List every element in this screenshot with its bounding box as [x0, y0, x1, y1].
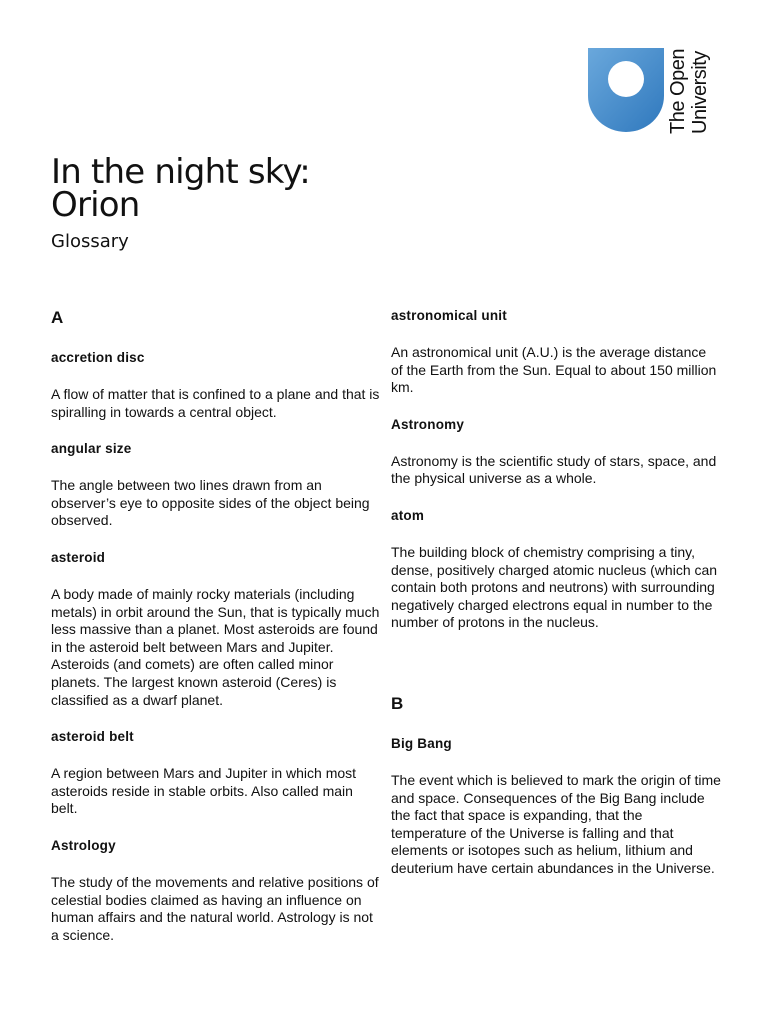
logo-text-line2: University: [689, 51, 711, 134]
definition-astronomical-unit: An astronomical unit (A.U.) is the average distance of the Earth from the Sun. Equal to about 150 million km.: [391, 344, 717, 396]
definition-asteroid: A body made of mainly rocky materials (including metals) in orbit around the Sun, that is typically much less massive than a planet. Most asteroids are found in the asteroid belt between Mars and Jupiter. Asteroids (and comets) are often called minor planets. The largest known asteroid (Ceres) is classified as a dwarf planet.: [51, 585, 380, 708]
definition-accretion-disc: A flow of matter that is confined to a plane and that is spiralling in towards a central object.: [51, 386, 380, 420]
definition-angular-size: The angle between two lines drawn from an observer’s eye to opposite sides of the object being observed.: [51, 477, 370, 529]
logo-text-line1: The Open: [667, 49, 689, 134]
definition-asteroid-belt: A region between Mars and Jupiter in which most asteroids reside in stable orbits. Also called main belt.: [51, 765, 357, 817]
open-university-logo: [586, 44, 726, 136]
definition-astrology: The study of the movements and relative positions of celestial bodies claimed as having an influence on human affairs and the natural world. Astrology is not a science.: [51, 873, 379, 943]
definition-astronomy: Astronomy is the scientific study of stars, space, and the physical universe as a whole.: [391, 452, 717, 487]
term-angular-size: angular size: [51, 441, 132, 457]
term-atom: atom: [391, 507, 425, 523]
section-letter-a: A: [51, 308, 64, 327]
open-university-shield-icon: [586, 46, 666, 134]
glossary-column-right: [391, 308, 721, 898]
page-subtitle: Glossary: [51, 231, 129, 252]
page-title: [51, 152, 310, 225]
page-title-line2: Orion: [51, 185, 140, 225]
section-letter-b: B: [391, 693, 404, 713]
term-big-bang: Big Bang: [391, 735, 452, 751]
definition-atom: The building block of chemistry comprising a tiny, dense, positively charged atomic nucleus (which can contain both protons and neutrons) with surrounding negatively charged electrons equal in number to the number of protons in the nucleus.: [391, 543, 718, 631]
definition-big-bang: The event which is believed to mark the origin of time and space. Consequences of the Big Bang include the fact that space is expanding, that the temperature of the Universe is falling and that elements or isotopes such as helium, lithium and deuterium have certain abundances in the Universe.: [391, 771, 721, 876]
term-accretion-disc: accretion disc: [51, 350, 145, 365]
term-astrology: Astrology: [51, 837, 116, 853]
term-astronomy: Astronomy: [391, 416, 465, 432]
glossary-column-left: [51, 308, 381, 964]
term-astronomical-unit: astronomical unit: [391, 308, 507, 323]
section-spacer: [391, 652, 721, 694]
term-asteroid-belt: asteroid belt: [51, 729, 134, 745]
logo-wordmark: [668, 49, 712, 134]
page-title-line1: In the night sky:: [51, 152, 310, 192]
term-asteroid: asteroid: [51, 549, 106, 565]
